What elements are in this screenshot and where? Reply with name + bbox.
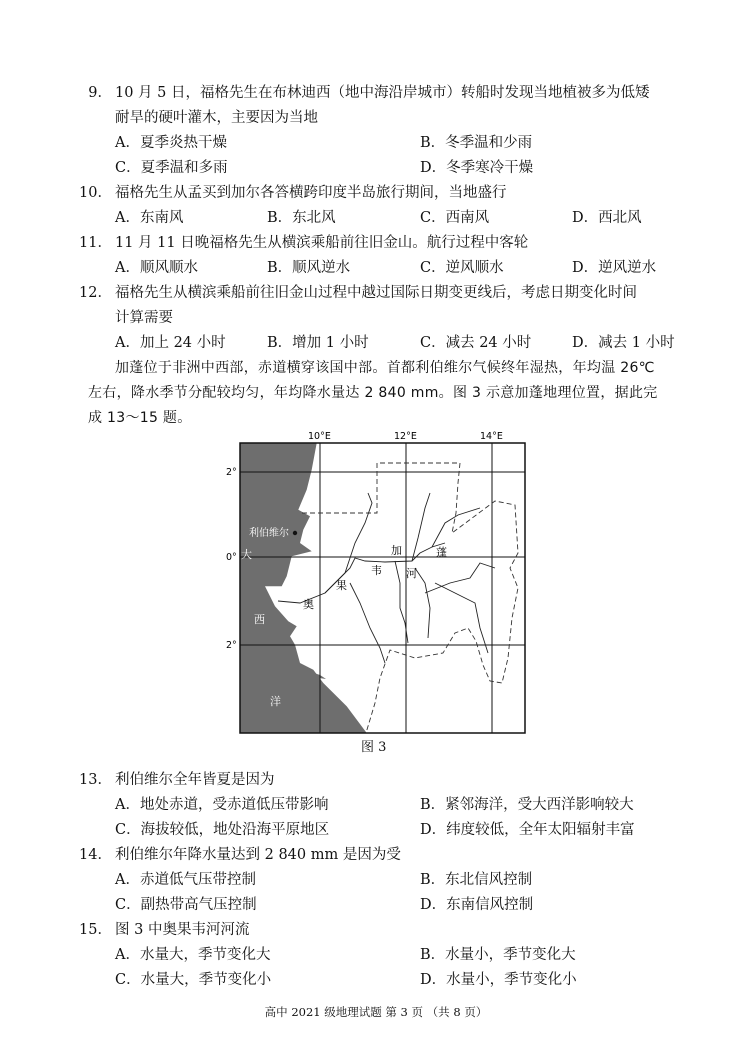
answer-option[interactable]: B．增加 1 小时	[267, 335, 369, 351]
figure-caption: 图 3	[361, 740, 387, 755]
lat-label: 2°	[226, 467, 237, 478]
answer-option[interactable]: B．东北信风控制	[420, 872, 533, 888]
ogooue-river	[278, 493, 495, 663]
libreville-dot	[293, 531, 297, 535]
gabon-map-figure	[226, 428, 538, 740]
country-char: 加	[391, 544, 402, 557]
answer-option[interactable]: B．顺风逆水	[267, 260, 351, 276]
answer-option[interactable]: A．赤道低气压带控制	[115, 872, 256, 888]
city-label-libreville: 利伯维尔	[249, 528, 289, 539]
lon-label: 12°E	[394, 431, 417, 442]
atlantic-ocean	[240, 443, 367, 733]
answer-option[interactable]: B．水量小，季节变化大	[420, 947, 576, 963]
river-char: 果	[336, 579, 347, 592]
lat-label: 2°	[226, 640, 237, 651]
answer-option[interactable]: C．逆风顺水	[420, 260, 504, 276]
question-stem: 计算需要	[115, 310, 173, 326]
answer-option[interactable]: A．地处赤道，受赤道低压带影响	[115, 797, 329, 813]
answer-option[interactable]: A．水量大，季节变化大	[115, 947, 271, 963]
question-number: 14．	[79, 847, 112, 863]
answer-option[interactable]: B．冬季温和少雨	[420, 135, 533, 151]
ocean-char: 洋	[270, 695, 281, 708]
question-stem: 图 3 中奥果韦河河流	[115, 922, 250, 938]
answer-option[interactable]: C．西南风	[420, 210, 490, 226]
intro-line: 成 13～15 题。	[88, 410, 192, 426]
question-stem: 11 月 11 日晚福格先生从横滨乘船前往旧金山。航行过程中客轮	[115, 235, 529, 251]
question-number: 9．	[88, 85, 112, 101]
answer-option[interactable]: D．西北风	[572, 210, 642, 226]
lon-label: 14°E	[480, 431, 503, 442]
river-char: 奥	[303, 598, 314, 611]
ocean-char: 大	[241, 548, 252, 561]
answer-option[interactable]: A．东南风	[115, 210, 184, 226]
answer-option[interactable]: D．水量小，季节变化小	[420, 972, 577, 988]
river-char: 韦	[371, 564, 382, 577]
answer-option[interactable]: D．东南信风控制	[420, 897, 534, 913]
question-number: 10．	[79, 185, 112, 201]
ocean-char: 西	[254, 613, 265, 626]
intro-line: 左右，降水季节分配较均匀，年均降水量达 2 840 mm。图 3 示意加蓬地理位置，据此完	[88, 385, 658, 401]
question-stem: 利伯维尔全年皆夏是因为	[115, 772, 275, 788]
question-stem: 10 月 5 日，福格先生在布林迪西（地中海沿岸城市）转船时发现当地植被多为低矮	[115, 85, 650, 101]
answer-option[interactable]: B．紧邻海洋，受大西洋影响较大	[420, 797, 634, 813]
country-border	[302, 463, 518, 733]
answer-option[interactable]: D．减去 1 小时	[572, 335, 675, 351]
country-char: 蓬	[436, 546, 447, 559]
answer-option[interactable]: D．逆风逆水	[572, 260, 657, 276]
answer-option[interactable]: A．夏季炎热干燥	[115, 135, 227, 151]
question-number: 13．	[79, 772, 112, 788]
answer-option[interactable]: C．海拔较低，地处沿海平原地区	[115, 822, 330, 838]
answer-option[interactable]: A．加上 24 小时	[115, 335, 226, 351]
page-footer: 高中 2021 级地理试题 第 3 页 （共 8 页）	[264, 1005, 488, 1019]
river-char: 河	[406, 567, 417, 580]
answer-option[interactable]: B．东北风	[267, 210, 336, 226]
question-number: 15．	[79, 922, 112, 938]
lat-label: 0°	[226, 552, 237, 563]
answer-option[interactable]: C．夏季温和多雨	[115, 160, 228, 176]
question-stem: 耐旱的硬叶灌木，主要因为当地	[115, 110, 318, 126]
answer-option[interactable]: C．水量大，季节变化小	[115, 972, 272, 988]
intro-line: 加蓬位于非洲中西部，赤道横穿该国中部。首都利伯维尔气候终年湿热，年均温 26℃	[115, 360, 655, 376]
answer-option[interactable]: C．减去 24 小时	[420, 335, 532, 351]
question-stem: 福格先生从横滨乘船前往旧金山过程中越过国际日期变更线后，考虑日期变化时间	[115, 285, 637, 301]
answer-option[interactable]: D．冬季寒冷干燥	[420, 160, 534, 176]
lon-label: 10°E	[308, 431, 331, 442]
answer-option[interactable]: D．纬度较低，全年太阳辐射丰富	[420, 822, 635, 838]
question-stem: 福格先生从孟买到加尔各答横跨印度半岛旅行期间，当地盛行	[115, 185, 507, 201]
question-stem: 利伯维尔年降水量达到 2 840 mm 是因为受	[115, 847, 401, 863]
answer-option[interactable]: A．顺风顺水	[115, 260, 198, 276]
question-number: 12．	[79, 285, 112, 301]
question-number: 11．	[79, 235, 112, 251]
answer-option[interactable]: C．副热带高气压控制	[115, 897, 257, 913]
